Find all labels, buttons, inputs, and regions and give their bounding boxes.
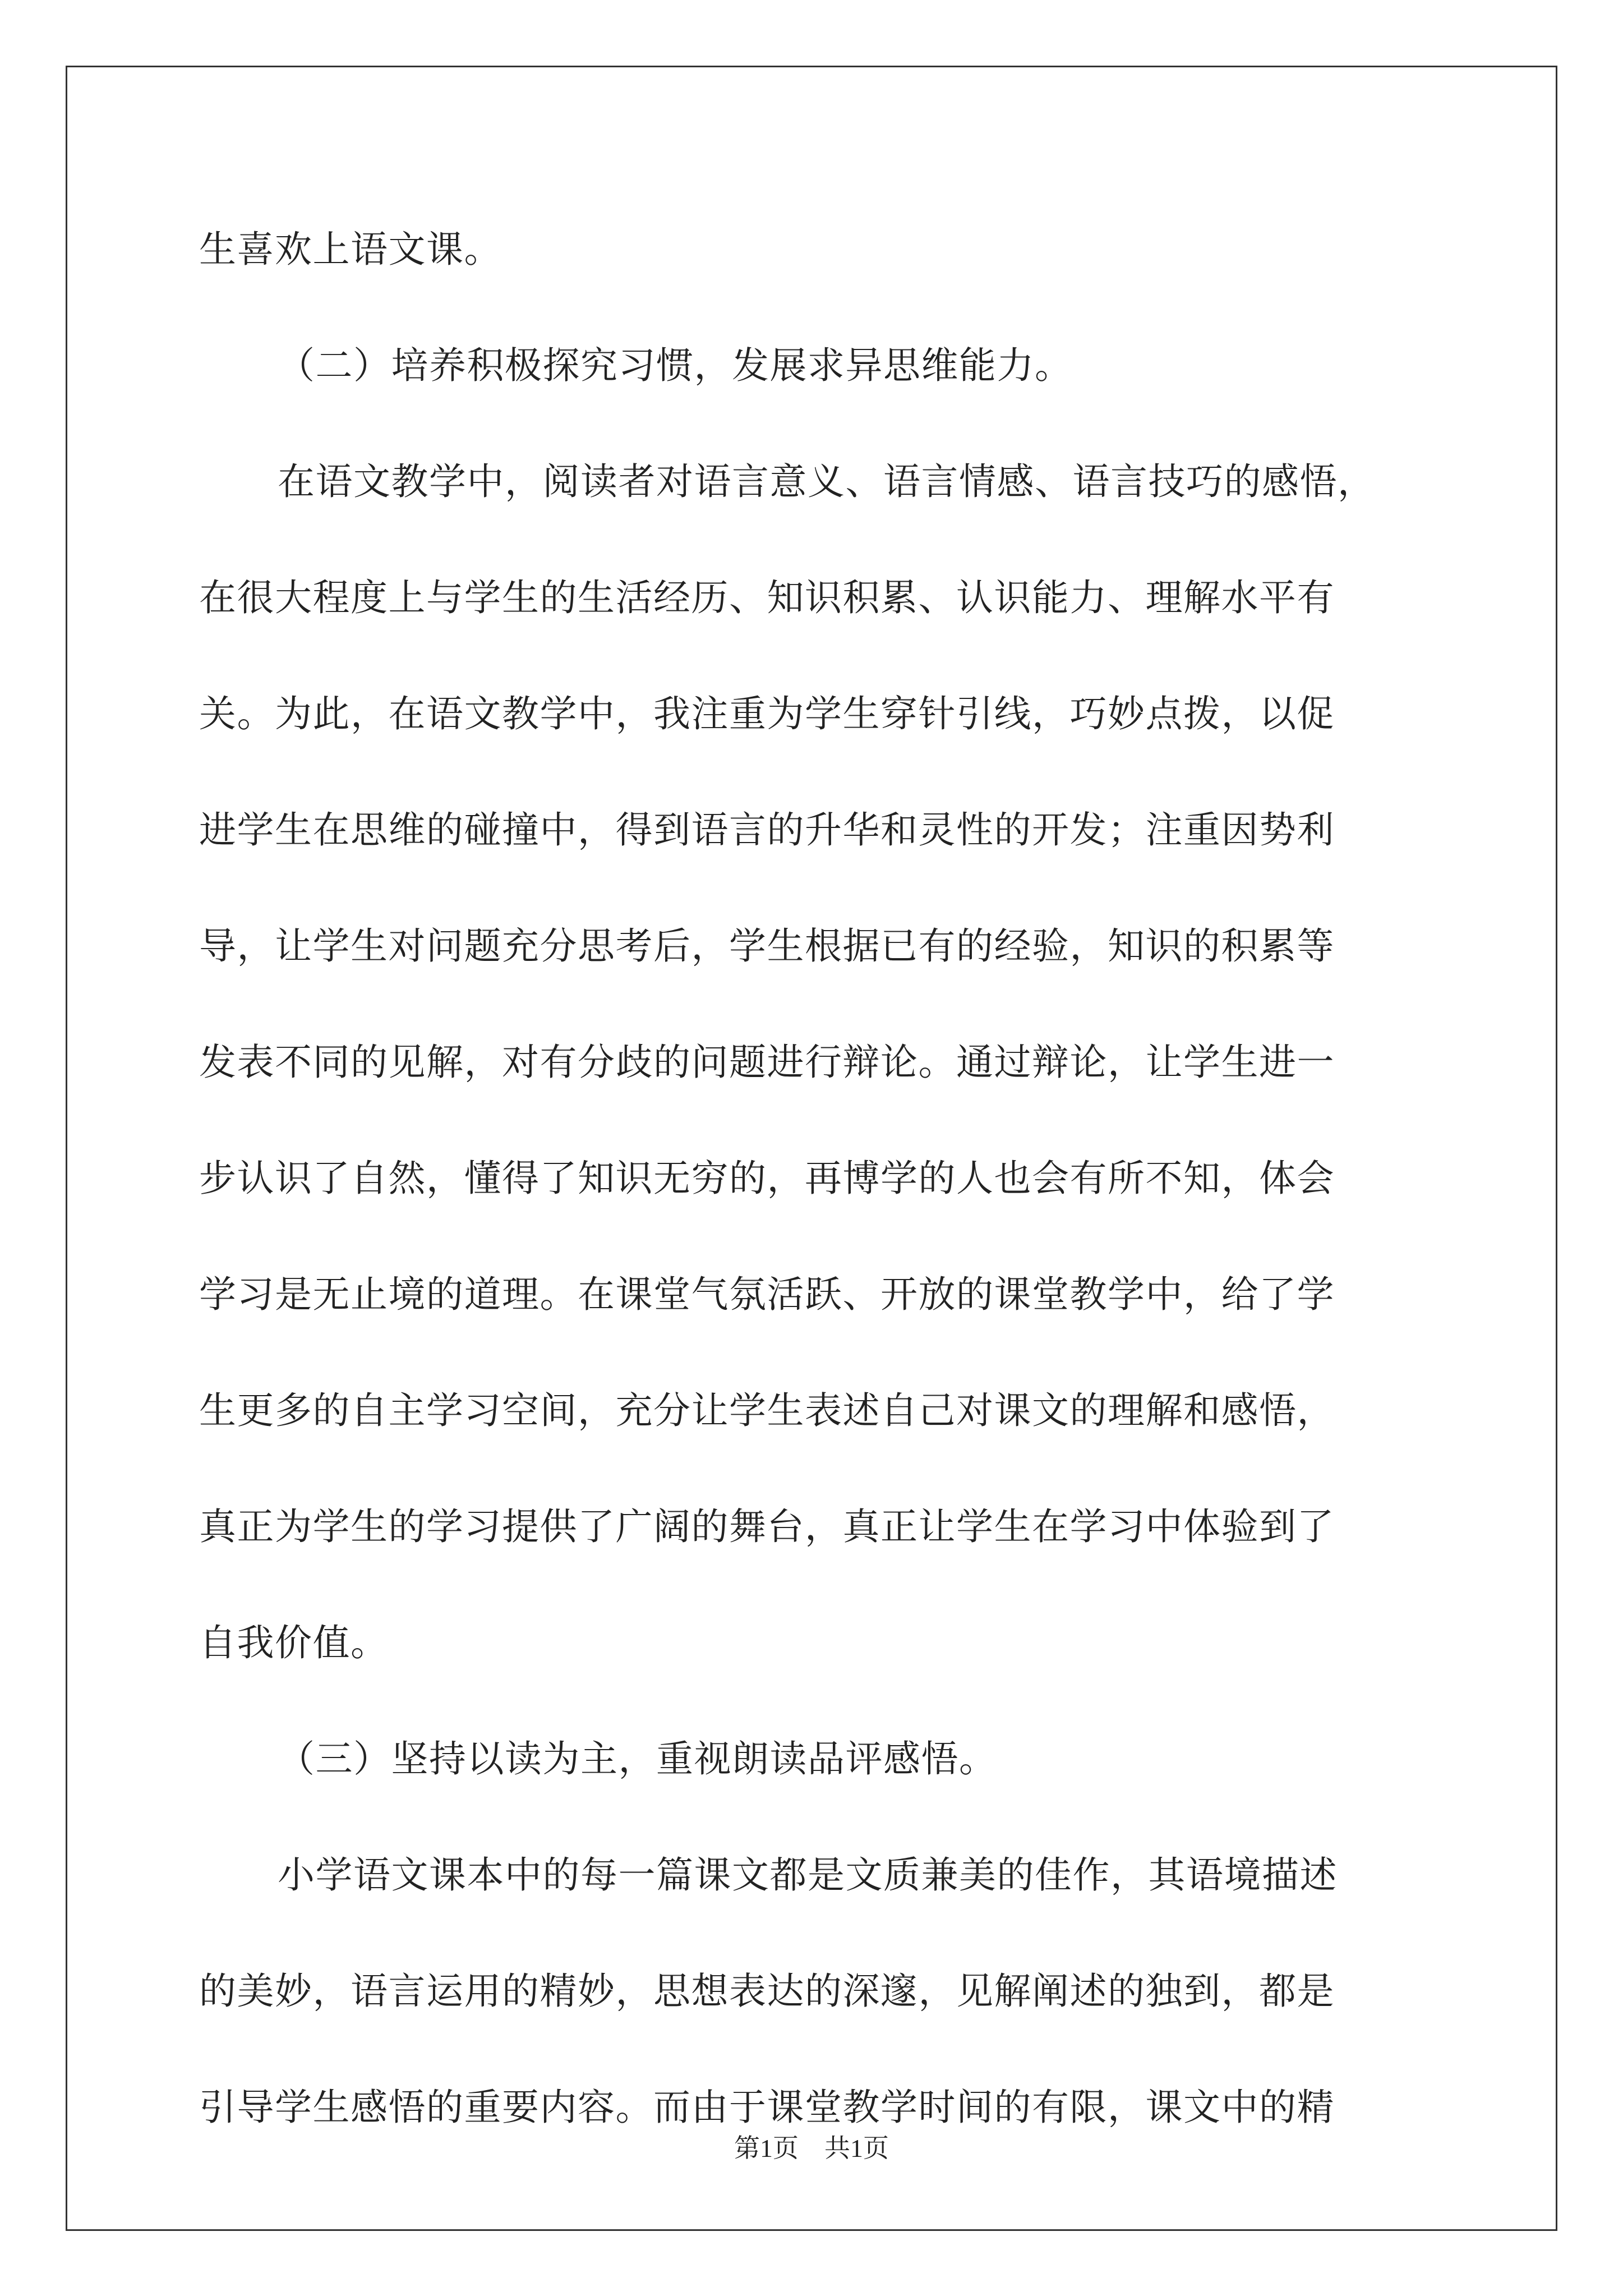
text-line: 生喜欢上语文课。 — [199, 228, 502, 271]
text-line: 真正为学生的学习提供了广阔的舞台，真正让学生在学习中体验到了 — [199, 1505, 1335, 1548]
page-footer: 第1页 共1页 — [734, 2134, 889, 2162]
text-line: 引导学生感悟的重要内容。而由于课堂教学时间的有限，课文中的精 — [199, 2086, 1335, 2129]
text-line: 在语文教学中，阅读者对语言意义、语言情感、语言技巧的感悟， — [278, 460, 1376, 503]
text-line: 学习是无止境的道理。在课堂气氛活跃、开放的课堂教学中，给了学 — [199, 1273, 1335, 1316]
text-line: 发表不同的见解，对有分歧的问题进行辩论。通过辩论，让学生进一 — [199, 1041, 1335, 1084]
text-line: 导，让学生对问题充分思考后，学生根据已有的经验，知识的积累等 — [199, 924, 1335, 968]
section-heading: （二）培养积极探究习惯，发展求异思维能力。 — [278, 344, 1073, 387]
text-line: 关。为此，在语文教学中，我注重为学生穿针引线，巧妙点拨，以促 — [199, 692, 1335, 735]
text-line: 自我价值。 — [199, 1621, 389, 1664]
text-line: 的美妙，语言运用的精妙，思想表达的深邃，见解阐述的独到，都是 — [199, 1970, 1335, 2013]
text-line: 在很大程度上与学生的生活经历、知识积累、认识能力、理解水平有 — [199, 576, 1335, 619]
section-heading: （三）坚持以读为主，重视朗读品评感悟。 — [278, 1737, 997, 1780]
text-line: 进学生在思维的碰撞中，得到语言的升华和灵性的开发；注重因势利 — [199, 808, 1335, 852]
document-body — [199, 219, 1433, 2193]
text-line: 生更多的自主学习空间，充分让学生表述自己对课文的理解和感悟， — [199, 1389, 1335, 1432]
text-line: 小学语文课本中的每一篇课文都是文质兼美的佳作，其语境描述 — [278, 1853, 1338, 1897]
text-line: 步认识了自然，懂得了知识无穷的，再博学的人也会有所不知，体会 — [199, 1157, 1335, 1200]
